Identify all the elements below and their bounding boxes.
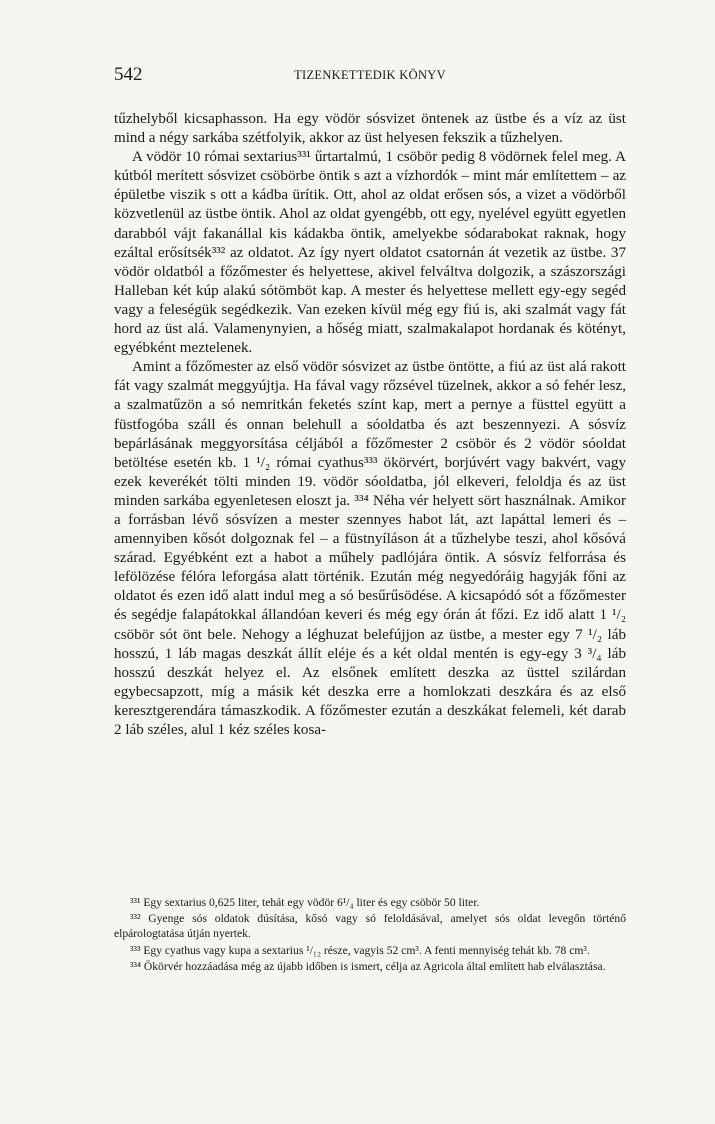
body-text [114,110,626,740]
footnote-331: ³³¹ Egy sextarius 0,625 liter, tehát egy vödör 6¹/₄ liter és egy csöbör 50 liter. [130,896,480,909]
footnote-334: ³³⁴ Ökörvér hozzáadása még az újabb időben is ismert, célja az Agricola által említett hab elválasztása. [130,959,606,973]
page-header [114,64,626,88]
page-number: 542 [114,64,143,85]
paragraph-continuation: tűzhelyből kicsaphasson. Ha egy vödör sósvizet öntenek az üstbe és a víz az üst mind a négy sarkába szétfolyik, akkor az üst helyesen fekszik a tűzhelyen. [114,111,626,147]
footnotes [114,895,626,975]
footnote-333: ³³³ Egy cyathus vagy kupa a sextarius ¹/₁₂ része, vagyis 52 cm³. A fenti mennyiség tehát kb. 78 cm³. [130,943,590,957]
paragraph: Amint a főzőmester az első vödör sósvizet az üstbe öntötte, a fiú az üst alá rakott fát vagy szalmát meggyújtja. Ha fával vagy rőzsével tüzelnek, akkor a só fehér lesz, a szalmatűzön a só nemritkán feketés színt kap, mert a pernye a füsttel együtt a füstfogóba száll és onnan belehull a sóoldatba és azt beszennyezi. A sósvíz bepárlásának meggyorsítása céljából a főzőmester 2 csöbör és 2 vödör sóoldat betöltése esetén kb. 1 ¹/₂ római cyathus³³³ ökörvért, borjúvért vagy bakvért, vagy ezek keverékét tölti minden 19. vödör sóoldatba, jól elkeveri, feloldja és az üst minden sarkába egyenletesen eloszt ja. ³³⁴ Néha vér helyett sört használnak. Amikor a forrásban lévő sósvízen a mester szennyes habot lát, azt lapáttal lemeri és – amennyiben kősót dolgoznak fel – a füstnyíláson át a tűzhelybe teszi, ahol kősóvá szárad. Egyébként ezt a habot a műhely padlójára öntik. A sósvíz felforrása és lefölözése félóra leforgása alatt történik. Ezután még negyedóráig hagyják főni az oldatot és ezen idő alatt indul meg a só besűrűsödése. A kicsapódó sót a főzőmester és segédje falapátokkal állandóan keveri és még egy órán át főzi. Ez idő alatt 1 ¹/₂ csöbör sót önt bele. Nehogy a léghuzat belefújjon az üstbe, a mester egy 7 ¹/₂ láb hosszú, 1 láb magas deszkát állít eléje és a két oldal mentén is egy-egy 3 ³/₄ láb hosszú deszkát helyez el. Az elsőnek említett deszka az üsttel szilárdan egybecsapzott, míg a másik két deszka erre a homlokzati deszkára és az első keresztgerendára támaszkodik. A főzőmester ezután a deszkákat felemeli, két darab 2 láb széles, alul 1 kéz széles kosa- [114,359,626,738]
footnote-332: ³³² Gyenge sós oldatok dúsítása, kősó vagy só feloldásával, amelyet sós oldat levegőn történő elpárologtatása útján nyertek. [114,912,626,941]
running-title: TIZENKETTEDIK KÖNYV [294,68,446,82]
paragraph: A vödör 10 római sextarius³³¹ űrtartalmú, 1 csöbör pedig 8 vödörnek felel meg. A kútból merített sósvizet csöbörbe öntik s azt a vízhordók – mint már említettem – az épületbe viszik s ott a kádba ürítik. Ott, ahol az oldat erősen sós, a vizet a vödörből közvetlenül az üstbe öntik. Ahol az oldat gyengébb, ott egy, nyelével együtt egyetlen darabból vájt fakanállal kis kádakba öntik, amelyekbe sódarabokat raknak, hogy ezáltal erősítsék³³² az oldatot. Az így nyert oldatot csatornán át vezetik az üstbe. 37 vödör oldatból a főzőmester és helyettese, akivel felváltva dolgozik, a szászországi Halleban két kúp alakú sótömböt kap. A mester és helyettese mellett egy-egy segéd vagy a feleségük segédkezik. Van ezeken kívül még egy fiú is, aki szalmát vagy fát hord az üst alá. Valamenynyien, a hőség miatt, szalmakalapot hordanak és kötényt, egyébként meztelenek. [114,149,626,357]
